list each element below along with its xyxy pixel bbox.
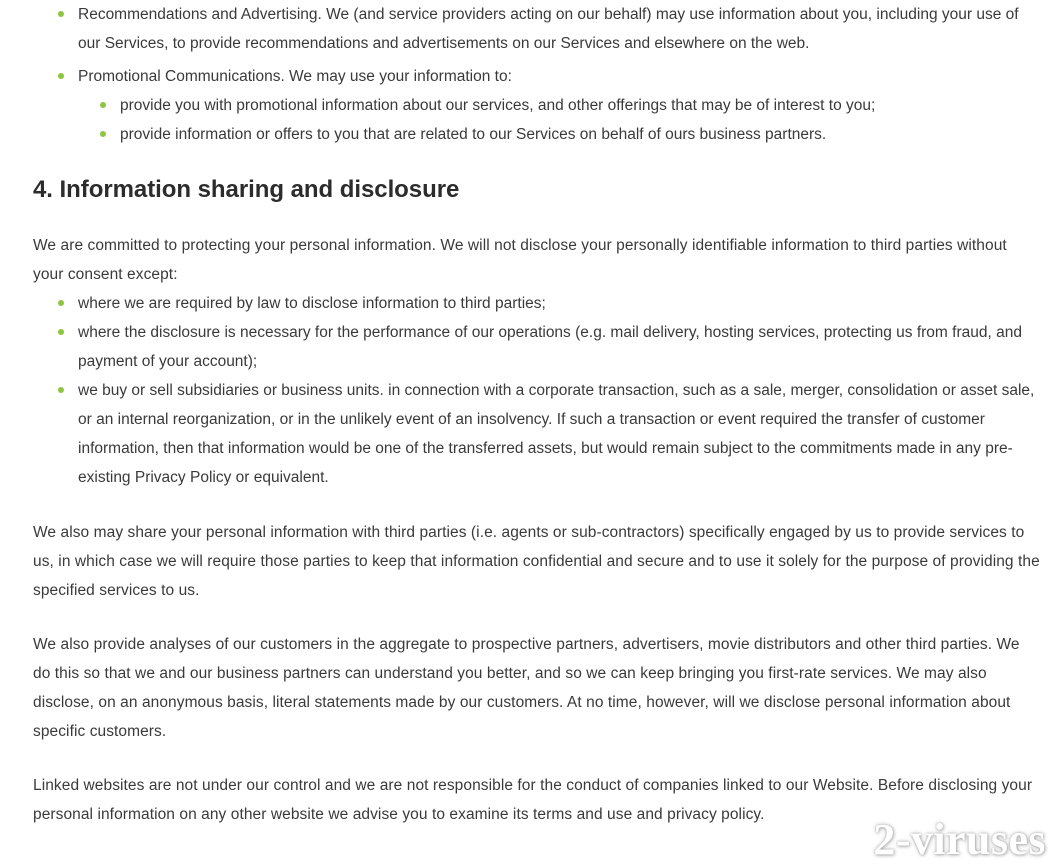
list-item (33, 289, 1040, 318)
aggregate-analyses-paragraph: We also provide analyses of our customers in the aggregate to prospective partners, advertisers, movie distributors and other third parties. We do this so that we and our business partners can understand you better, and so we can keep bringing you first-rate services. We may also disclose, on an anonymous basis, literal statements made by our customers. At no time, however, will we disclose personal information about specific customers. (33, 636, 1020, 740)
list-item (33, 62, 1040, 91)
usage-bullet-list (33, 0, 1040, 91)
list-item-text: Recommendations and Advertising. We (and service providers acting on our behalf) may use information about you, including your use of our Services, to provide recommendations and advertisements on our Services and elsewhere on the web. (78, 6, 1019, 52)
list-item-text: Promotional Communications. We may use your information to: (78, 68, 512, 85)
linked-websites-paragraph: Linked websites are not under our control and we are not responsible for the conduct of companies linked to our Website. Before disclosing your personal information on any other website we advise you to examine its terms and use and privacy policy. (33, 777, 1033, 823)
promotional-uses-sublist (33, 91, 1040, 149)
list-item (33, 91, 1040, 120)
list-item-text: where the disclosure is necessary for the performance of our operations (e.g. mail delivery, hosting services, protecting us from fraud, and payment of your account); (78, 324, 1022, 370)
disclosure-exceptions-list (33, 289, 1040, 492)
list-item-text: where we are required by law to disclose information to third parties; (78, 295, 546, 312)
section-intro-paragraph: We are committed to protecting your personal information. We will not disclose your personally identifiable information to third parties without your consent except: (33, 237, 1007, 283)
list-item-text: provide you with promotional information about our services, and other offerings that may be of interest to you; (120, 97, 876, 114)
list-item (33, 0, 1040, 58)
list-item (33, 120, 1040, 149)
list-item (33, 318, 1040, 376)
list-item-text: provide information or offers to you that are related to our Services on behalf of ours business partners. (120, 126, 827, 143)
site-watermark: 2-viruses (873, 815, 1046, 864)
list-item (33, 376, 1040, 492)
section-heading: 4. Information sharing and disclosure (33, 176, 460, 203)
third-party-sharing-paragraph: We also may share your personal information with third parties (i.e. agents or sub-contractors) specifically engaged by us to provide services to us, in which case we will require those parties to keep that information confidential and secure and to use it solely for the purpose of providing the specified services to us. (33, 524, 1040, 599)
list-item-text: we buy or sell subsidiaries or business units. in connection with a corporate transaction, such as a sale, merger, consolidation or asset sale, or an internal reorganization, or in the unlikely event of an insolvency. If such a transaction or event required the transfer of customer information, then that information would be one of the transferred assets, but would remain subject to the commitments made in any pre-existing Privacy Policy or equivalent. (78, 382, 1035, 486)
